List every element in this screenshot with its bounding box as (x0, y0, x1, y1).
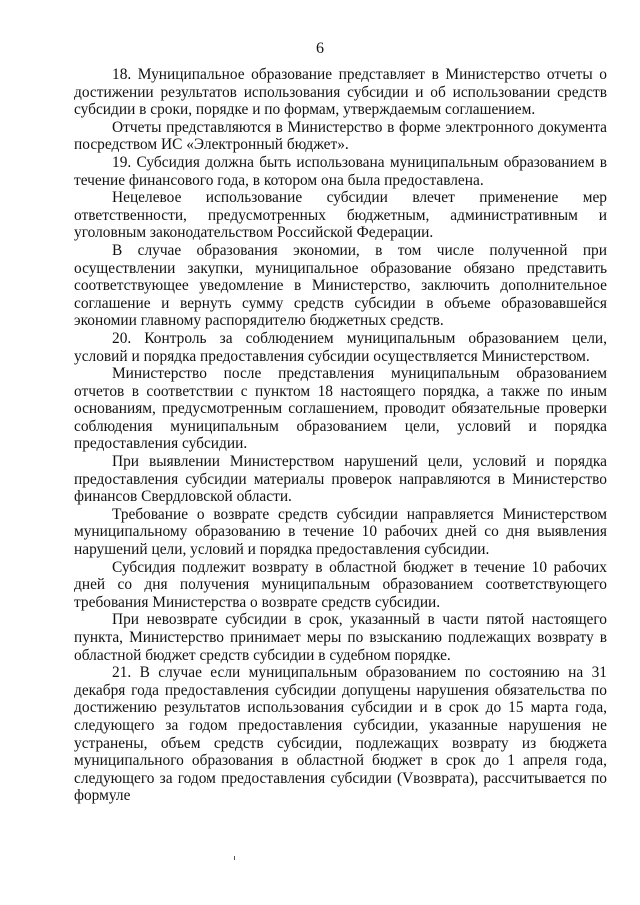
paragraph-21: 21. В случае если муниципальным образованием по состоянию на 31 декабря года предоставления субсидии допущены нарушения обязательства по достижению результатов использования субсидии и в срок до 15 марта года, следующего за годом предоставления субсидии, указанные нарушения не устранены, объем средств субсидии, подлежащих возврату из бюджета муниципального образования в областной бюджет в срок до 1 апреля года, следующего за годом предоставления субсидии (Vвозврата), рассчитывается по формуле (74, 664, 607, 805)
paragraph-18: 18. Муниципальное образование представляет в Министерство отчеты о достижении результатов использования субсидии и об использовании средств субсидии в сроки, порядке и по формам, утверждаемым соглашением. (74, 66, 607, 119)
paragraph-20: 20. Контроль за соблюдением муниципальным образованием цели, условий и порядка предоставления субсидии осуществляется Министерством. (74, 329, 607, 365)
paragraph-misuse: Нецелевое использование субсидии влечет применение мер ответственности, предусмотренных бюджетным, административным и уголовным законодательством Российской Федерации. (74, 189, 607, 242)
scan-mark (234, 856, 235, 860)
paragraph-non-return: При невозврате субсидии в срок, указанный в части пятой настоящего пункта, Министерство принимает меры по взысканию подлежащих возврату в областной бюджет средств субсидии в судебном порядке. (74, 611, 607, 664)
paragraph-return-deadline: Субсидия подлежит возврату в областной бюджет в течение 10 рабочих дней со дня получения муниципальным образованием соответствующего требования Министерства о возврате средств субсидии. (74, 558, 607, 611)
paragraph-19: 19. Субсидия должна быть использована муниципальным образованием в течение финансового года, в котором она была предоставлена. (74, 153, 607, 189)
paragraph-inspections: Министерство после представления муниципальным образованием отчетов в соответствии с пунктом 18 настоящего порядка, а также по иным основаниям, предусмотренным соглашением, проводит обязательные проверки соблюдения муниципальным образованием цели, условий и порядка предоставления субсидии. (74, 365, 607, 453)
page-number: 6 (316, 40, 324, 57)
paragraph-reports-form: Отчеты представляются в Министерство в форме электронного документа посредством ИС «Электронный бюджет». (74, 118, 607, 154)
paragraph-violations: При выявлении Министерством нарушений цели, условий и порядка предоставления субсидии материалы проверок направляются в Министерство финансов Свердловской области. (74, 453, 607, 506)
document-body (74, 66, 607, 805)
paragraph-return-demand: Требование о возврате средств субсидии направляется Министерством муниципальному образованию в течение 10 рабочих дней со дня выявления нарушений цели, условий и порядка предоставления субсидии. (74, 505, 607, 559)
paragraph-savings: В случае образования экономии, в том числе полученной при осуществлении закупки, муниципальное образование обязано представить соответствующее уведомление в Министерство, заключить дополнительное соглашение и вернуть сумму средств субсидии в объеме образовавшейся экономии главному распорядителю бюджетных средств. (74, 241, 607, 330)
